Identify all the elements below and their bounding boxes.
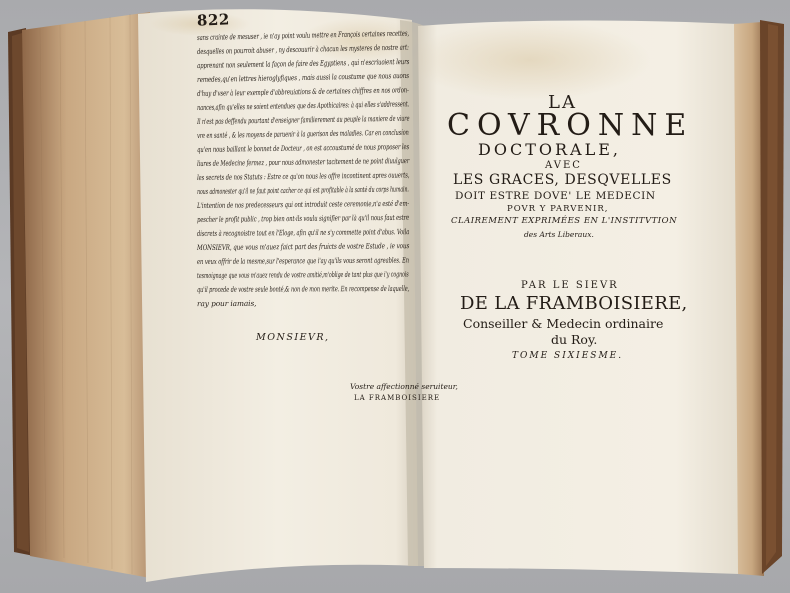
title-arts: des Arts Liberaux.	[524, 230, 594, 239]
salutation: MONSIEVR,	[256, 332, 330, 343]
fore-edge-right	[734, 22, 764, 576]
par-le-sieur: PAR LE SIEVR	[521, 280, 619, 291]
body-line: L'intention de nos predecesseurs qui ont introduit ceste ceremonie,n'a esté d'em-	[197, 198, 410, 210]
title-doit: DOIT ESTRE DOVE' LE MEDECIN	[455, 190, 656, 202]
body-line: sans crainte de mesuser , ie n'ay point voulu mettre en François certaines recettes,	[197, 28, 410, 42]
author-name: DE LA FRAMBOISIERE,	[460, 293, 688, 314]
body-line: desquelles on pourroit abuser , ny descouurir à chacun les mysteres de nostre art:	[197, 42, 409, 56]
body-line: nous admonester qu'il ne faut point cacher ce qui est profitable à la santé du corps humain.	[197, 184, 409, 196]
body-line: MONSIEVR, que vous m'auez faict part des fruicts de vostre Estude , ie vous	[197, 241, 410, 252]
body-line: remedes,qu'en lettres hieroglyfiques , mais aussi la coustume que nous auons	[197, 70, 410, 84]
page-number: 822	[196, 10, 231, 30]
body-line: ray pour iamais,	[196, 298, 257, 309]
author-role-1: Conseiller & Medecin ordinaire	[463, 316, 664, 331]
body-line: en veux offrir de la mesme,sur l'esperance que i'ay qu'ils vous seront agreables. En	[197, 255, 410, 266]
body-line: discrets à recognoistre tout en l'Eloge, afin qu'il ne s'y commette point d'abus. Voila	[197, 227, 410, 238]
body-line: les secrets de nos Statuts : Estre ce qu'on nous les offre incontinent apres ouuerts,	[197, 170, 410, 182]
body-line: qu'en nous baillant le bonnet de Docteur , on est accoustumé de nous proposer les	[197, 142, 410, 154]
body-line: nances,afin qu'elles ne soient entendues que des Apothicaires: à qui elles s'addressent.	[197, 99, 410, 112]
signature: LA FRAMBOISIERE	[354, 394, 441, 402]
closing: Vostre affectionné seruiteur,	[350, 382, 458, 391]
body-line: Il n'est pas deffendu pourtant d'enseigner familierement au peuple la maniere de viure	[197, 113, 410, 126]
body-line: tesmoignage que vous m'auez rendu de vostre amitié,m'oblige de tant plus que i'y cognois	[197, 269, 409, 280]
title-clairement: CLAIREMENT EXPRIMÉES EN L'INSTITVTION	[451, 216, 678, 226]
title-sub: DOCTORALE,	[478, 140, 621, 159]
title-avec: AVEC	[545, 160, 582, 171]
body-line: vre en santé , & les moyens de paruenir à la guerison des maladies. Car en conclusion	[197, 127, 409, 140]
body-line: pescher le profit public , trop bien ont-ils voulu signifier par là qu'il nous faut estre	[197, 212, 410, 224]
title-pour: POVR Y PARVENIR,	[507, 204, 609, 214]
body-line: apprenant non seulement la façon de faire des Egyptiens , qui n'escriuoient leurs	[197, 56, 410, 70]
title-main: COVRONNE	[447, 108, 694, 143]
title-graces: LES GRACES, DESQVELLES	[453, 172, 672, 188]
body-line: liures de Medecine fermez , pour nous admonester tacitement de ne point diuulguer	[197, 156, 410, 168]
tome-label: TOME SIXIESME.	[512, 351, 624, 361]
title-la: LA	[548, 92, 577, 113]
body-line: d'huy d'vser à leur exemple d'abbreuiations & de certaines chiffres en nos ordon-	[197, 85, 409, 98]
body-line: qu'il procede de vostre seule bonté,& non de mon merite. En recompense de laquelle,	[197, 283, 410, 294]
author-role-2: du Roy.	[551, 332, 598, 347]
